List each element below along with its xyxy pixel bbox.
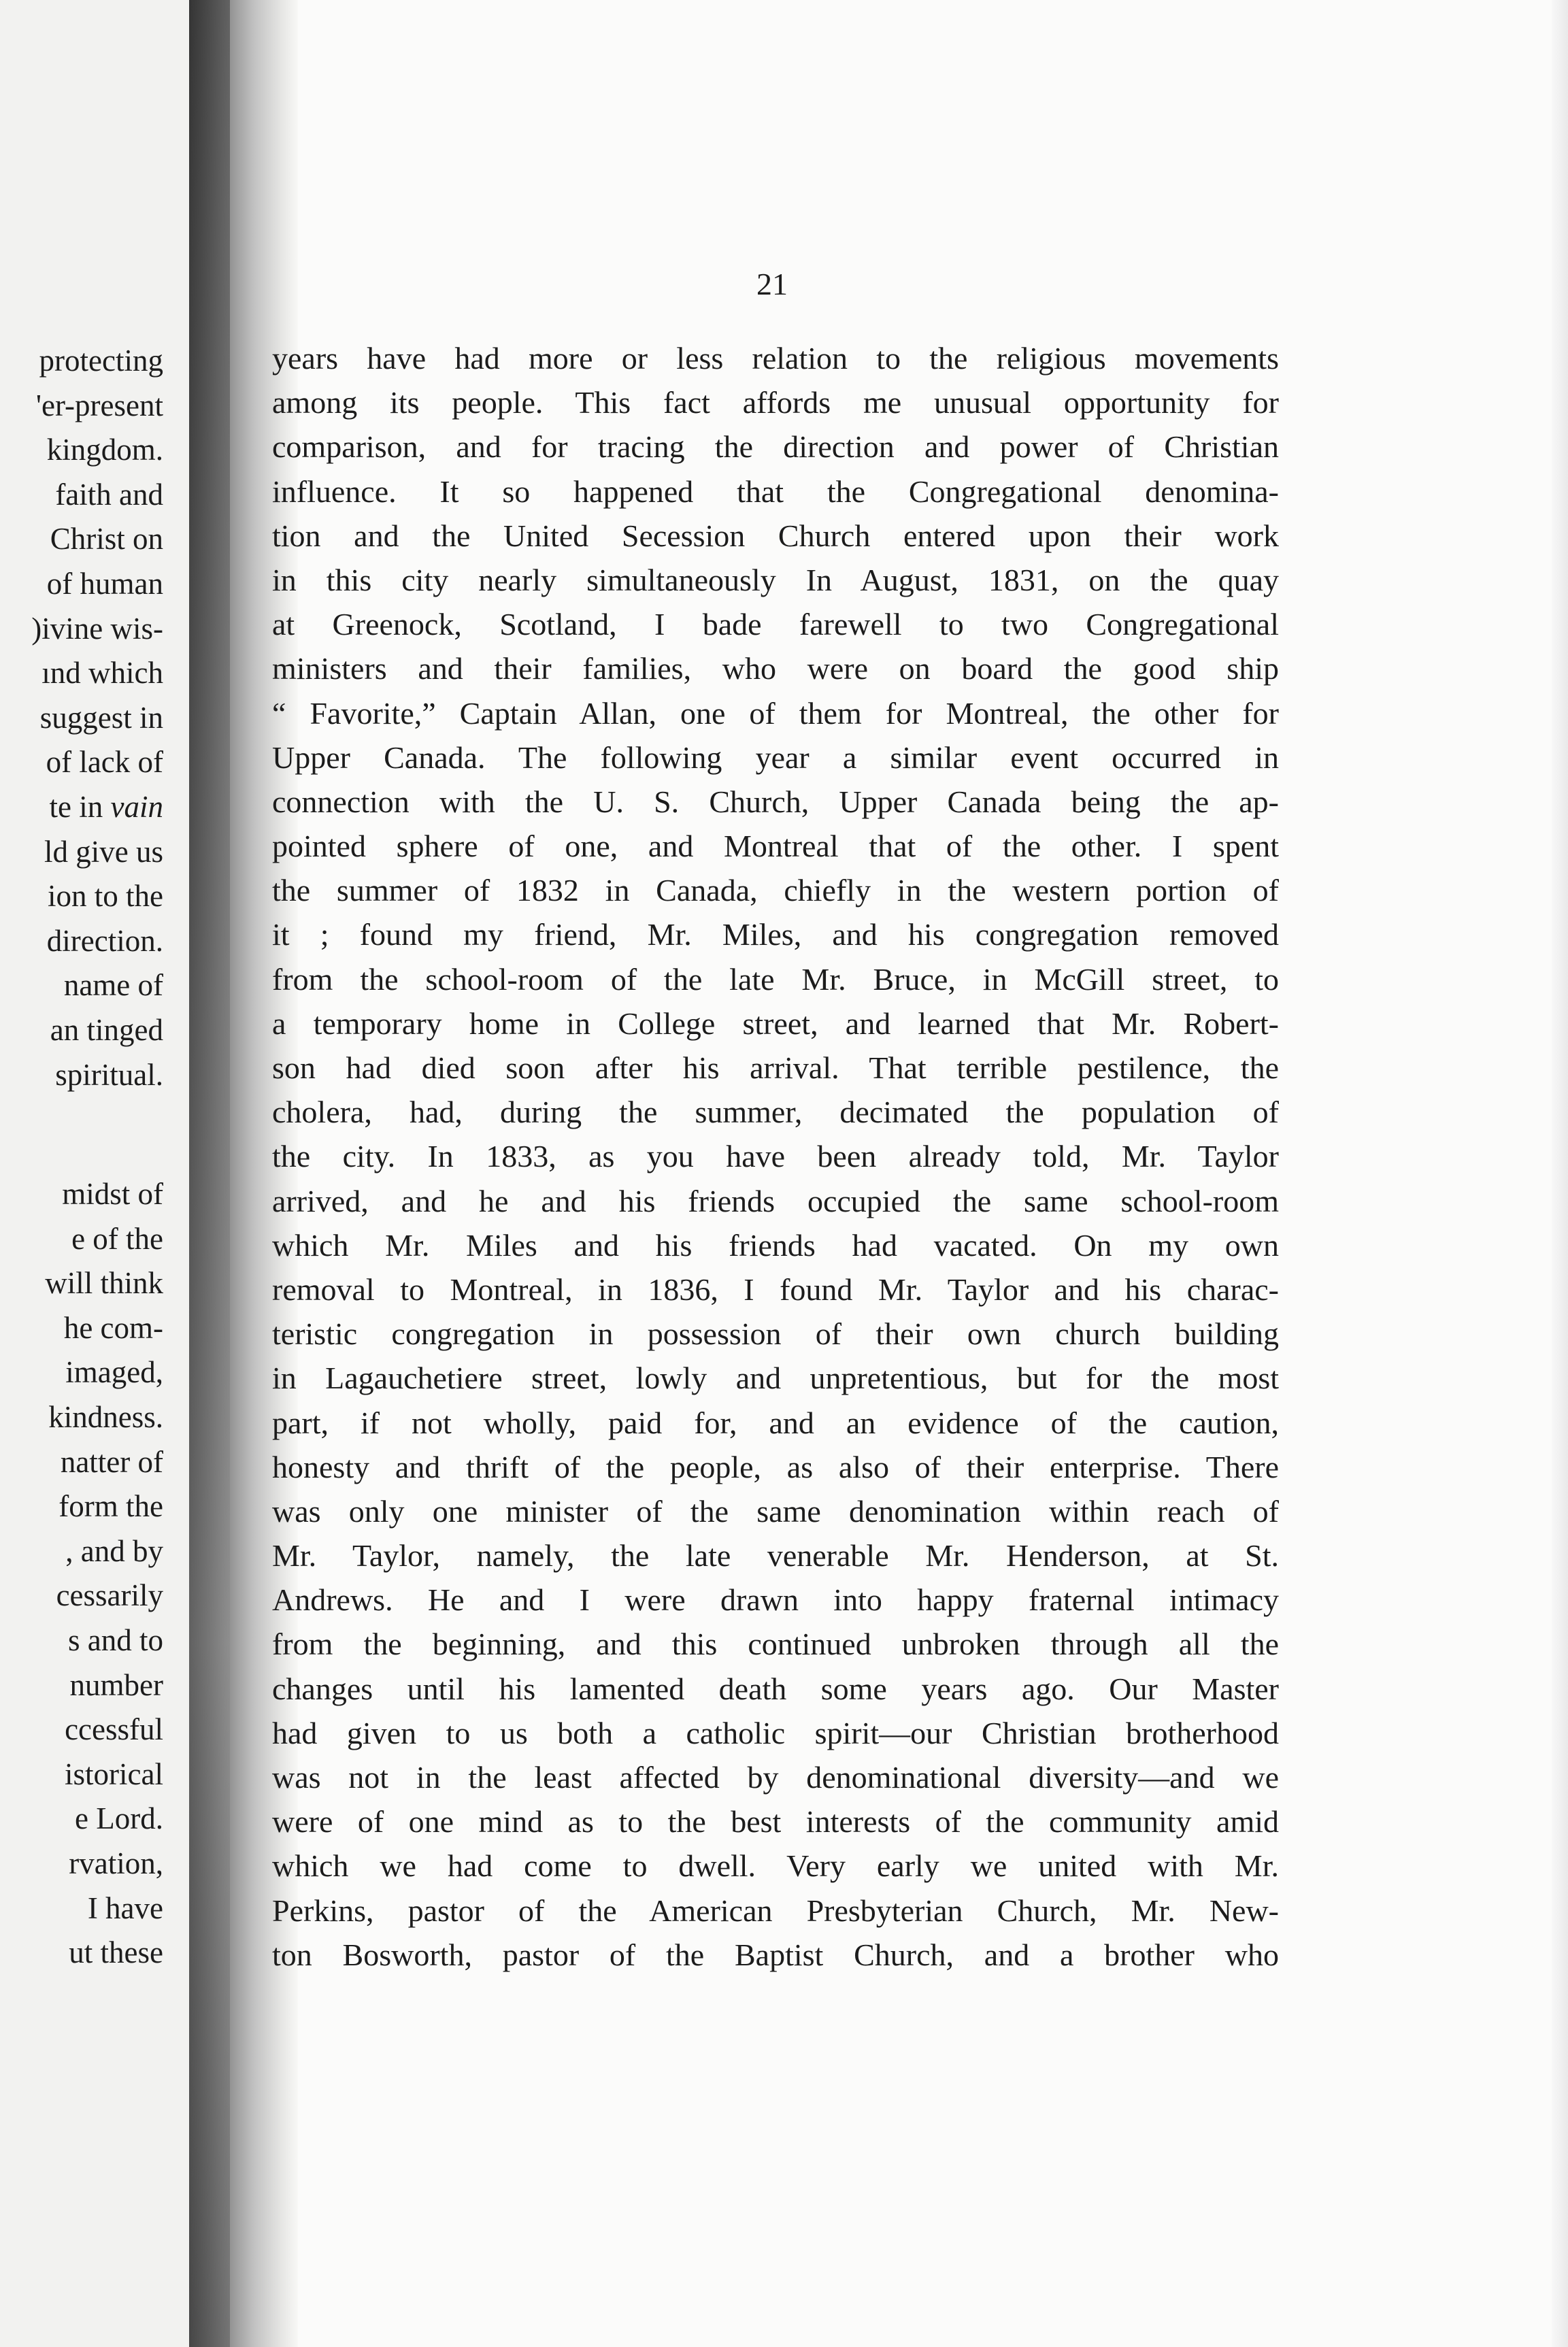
body-line-text: which we had come to dwell. Very early we united with Mr. xyxy=(272,1848,1279,1884)
body-text xyxy=(272,336,1279,1977)
body-line xyxy=(272,1445,1279,1489)
left-line: ccessful xyxy=(65,1712,163,1747)
body-line xyxy=(272,1711,1279,1755)
body-line-text: son had died soon after his arrival. That terrible pestilence, the xyxy=(272,1050,1279,1085)
body-line xyxy=(272,1667,1279,1711)
body-line xyxy=(272,1134,1279,1178)
left-line: midst of xyxy=(62,1177,163,1212)
left-line: he com- xyxy=(63,1310,163,1345)
body-line xyxy=(272,780,1279,824)
body-line xyxy=(272,1622,1279,1666)
body-line xyxy=(272,1888,1279,1933)
body-line-text: years have had more or less relation to the religious movements xyxy=(272,341,1279,376)
left-line: number xyxy=(69,1667,163,1702)
body-line-text: the summer of 1832 in Canada, chiefly in the western portion of xyxy=(272,873,1279,908)
body-line-text: had given to us both a catholic spirit—our Christian brotherhood xyxy=(272,1715,1279,1750)
body-line-text: “ Favorite,” Captain Allan, one of them for Montreal, the other for xyxy=(272,695,1279,731)
left-line: will think xyxy=(45,1266,163,1301)
body-line-text: comparison, and for tracing the direction and power of Christian xyxy=(272,429,1279,465)
left-line: e of the xyxy=(71,1221,163,1256)
left-line: ld give us xyxy=(44,834,163,869)
body-line xyxy=(272,1001,1279,1046)
left-line: , and by xyxy=(65,1533,163,1568)
body-line-text: a temporary home in College street, and learned that Mr. Robert- xyxy=(272,1005,1279,1041)
body-line xyxy=(272,691,1279,735)
body-line-text: which Mr. Miles and his friends had vacated. On my own xyxy=(272,1227,1279,1263)
body-line xyxy=(272,1046,1279,1090)
italic-word: vain xyxy=(110,789,163,824)
body-line xyxy=(272,558,1279,602)
page-number: 21 xyxy=(756,267,788,301)
body-line-text: from the school-room of the late Mr. Bruce, in McGill street, to xyxy=(272,961,1279,997)
left-line: kindness. xyxy=(48,1400,163,1435)
body-line-text: teristic congregation in possession of their own church building xyxy=(272,1316,1279,1352)
body-line xyxy=(272,380,1279,425)
left-page-text-fragments xyxy=(0,339,163,1976)
left-line: ınd which xyxy=(41,656,163,690)
body-line-text: tion and the United Secession Church entered upon their work xyxy=(272,518,1279,553)
body-line xyxy=(272,1179,1279,1223)
body-line-text: it ; found my friend, Mr. Miles, and his congregation removed xyxy=(272,917,1279,952)
left-line: s and to xyxy=(68,1623,163,1658)
left-line: cessarily xyxy=(56,1578,163,1613)
left-line: suggest in xyxy=(39,700,163,735)
body-line-text: was only one minister of the same denomination within reach of xyxy=(272,1493,1279,1529)
body-line-text: removal to Montreal, in 1836, I found Mr. Taylor and his charac- xyxy=(272,1271,1279,1307)
left-line: natter of xyxy=(60,1444,163,1479)
left-line: spiritual. xyxy=(55,1057,163,1092)
body-line xyxy=(272,1267,1279,1312)
body-line-text: cholera, had, during the summer, decimated the population of xyxy=(272,1095,1279,1130)
body-line xyxy=(272,1401,1279,1445)
body-line xyxy=(272,868,1279,912)
body-line xyxy=(272,957,1279,1001)
left-line: direction. xyxy=(46,923,163,958)
body-line xyxy=(272,1090,1279,1134)
body-line xyxy=(272,1533,1279,1578)
body-line xyxy=(272,336,1279,380)
body-line xyxy=(272,1755,1279,1799)
left-line: of lack of xyxy=(46,745,163,780)
left-line: )ivine wis- xyxy=(31,611,163,646)
paragraph-gap xyxy=(0,1097,163,1172)
left-facing-page xyxy=(0,0,190,2347)
left-line: te in vain xyxy=(49,789,163,824)
left-line: ion to the xyxy=(48,879,163,914)
left-line: an tinged xyxy=(50,1012,163,1047)
body-line xyxy=(272,469,1279,514)
body-line xyxy=(272,602,1279,646)
body-line-text: Upper Canada. The following year a similar event occurred in xyxy=(272,739,1279,775)
page-right-edge xyxy=(1552,0,1568,2347)
left-line: e Lord. xyxy=(75,1801,163,1836)
left-line: I have xyxy=(87,1891,163,1925)
left-line: istorical xyxy=(65,1757,163,1791)
body-line-text: Mr. Taylor, namely, the late venerable Mr. Henderson, at St. xyxy=(272,1538,1279,1574)
body-line xyxy=(272,425,1279,469)
body-line-text: in this city nearly simultaneously In August, 1831, on the quay xyxy=(272,562,1279,597)
body-line xyxy=(272,1489,1279,1533)
body-line xyxy=(272,824,1279,868)
body-line xyxy=(272,1223,1279,1267)
left-line: rvation, xyxy=(69,1846,163,1880)
body-line xyxy=(272,646,1279,690)
body-line xyxy=(272,1578,1279,1622)
body-line-text: influence. It so happened that the Congregational denomina- xyxy=(272,473,1279,509)
left-line: kingdom. xyxy=(46,433,163,467)
body-line xyxy=(272,912,1279,956)
body-line-text: Perkins, pastor of the American Presbyterian Church, Mr. New- xyxy=(272,1893,1279,1928)
body-line-text: at Greenock, Scotland, I bade farewell to two Congregational xyxy=(272,607,1279,642)
body-line xyxy=(272,1312,1279,1356)
body-line xyxy=(272,1933,1279,1977)
body-line-text: ton Bosworth, pastor of the Baptist Church, and a brother who xyxy=(272,1937,1279,1972)
body-line xyxy=(272,514,1279,558)
binding-gutter-edge xyxy=(189,0,230,2347)
body-line-text: pointed sphere of one, and Montreal that of the other. I spent xyxy=(272,829,1279,864)
body-line-text: ministers and their families, who were on board the good ship xyxy=(272,651,1279,686)
left-line: of human xyxy=(46,566,163,601)
body-line xyxy=(272,735,1279,780)
body-line-text: Andrews. He and I were drawn into happy fraternal intimacy xyxy=(272,1582,1279,1618)
left-line: name of xyxy=(63,968,163,1003)
body-line-text: connection with the U. S. Church, Upper Canada being the ap- xyxy=(272,784,1279,819)
body-line-text: were of one mind as to the best interests of the community amid xyxy=(272,1804,1279,1840)
body-line xyxy=(272,1356,1279,1400)
left-line: Christ on xyxy=(50,522,163,556)
left-line: form the xyxy=(59,1489,163,1524)
body-line-text: honesty and thrift of the people, as also of their enterprise. There xyxy=(272,1449,1279,1484)
left-line: ut these xyxy=(69,1935,163,1970)
body-line xyxy=(272,1799,1279,1844)
body-line-text: in Lagauchetiere street, lowly and unpretentious, but for the most xyxy=(272,1361,1279,1396)
body-line-text: the city. In 1833, as you have been already told, Mr. Taylor xyxy=(272,1139,1279,1174)
body-line-text: among its people. This fact affords me unusual opportunity for xyxy=(272,385,1279,420)
body-line-text: changes until his lamented death some years ago. Our Master xyxy=(272,1671,1279,1706)
body-line xyxy=(272,1844,1279,1888)
left-line: imaged, xyxy=(65,1355,163,1390)
left-line: protecting xyxy=(39,344,163,378)
body-line-text: from the beginning, and this continued unbroken through all the xyxy=(272,1627,1279,1662)
body-line-text: part, if not wholly, paid for, and an evidence of the caution, xyxy=(272,1405,1279,1440)
body-line-text: was not in the least affected by denominational diversity—and we xyxy=(272,1760,1279,1795)
left-line: 'er-present xyxy=(35,388,163,422)
body-line-text: arrived, and he and his friends occupied the same school-room xyxy=(272,1183,1279,1218)
left-line: faith and xyxy=(55,477,163,512)
